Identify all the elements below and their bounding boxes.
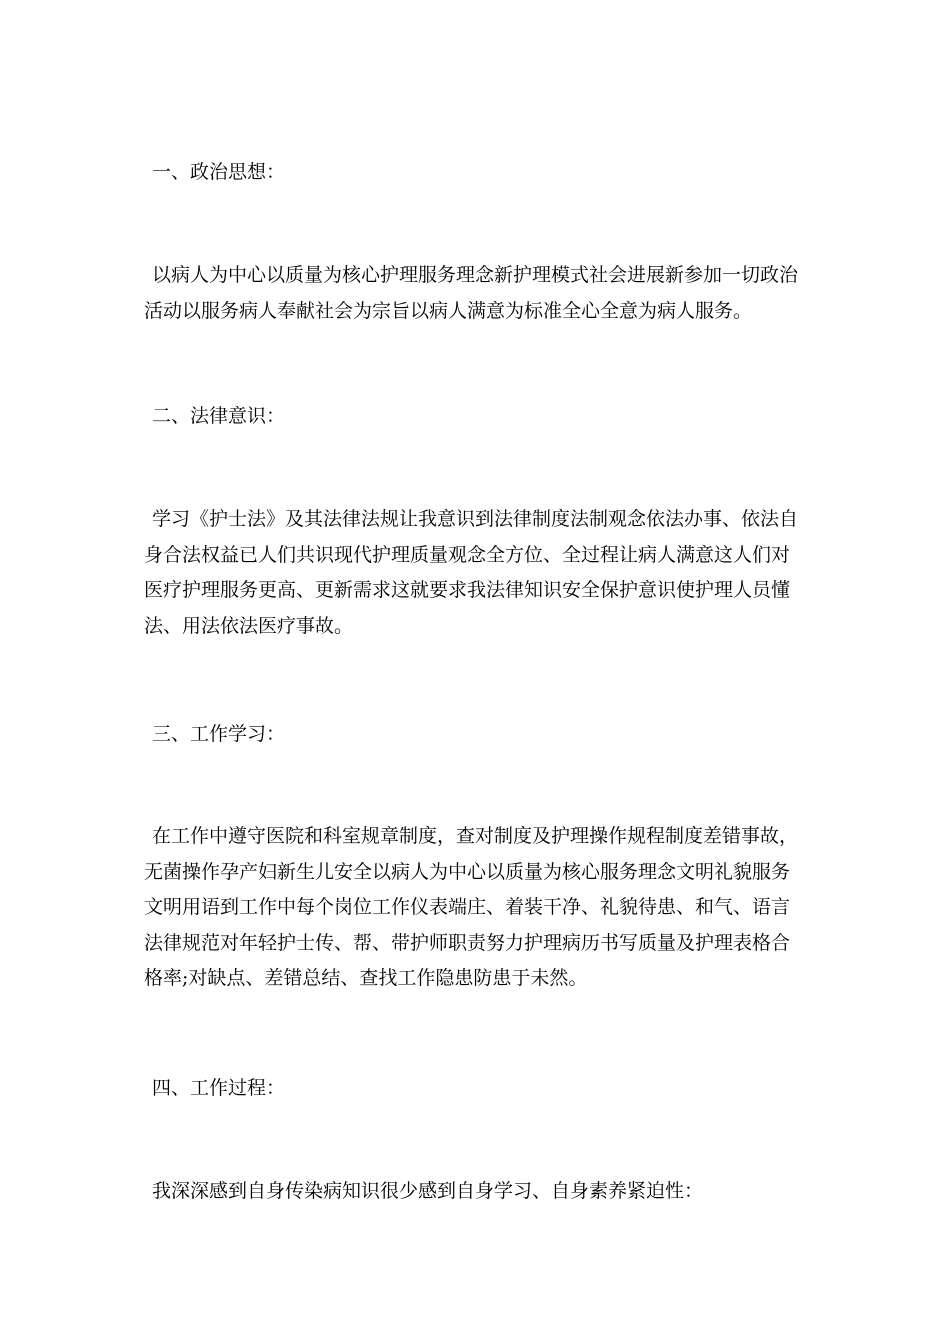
section-heading-political: 一、政治思想： [152,161,286,183]
section-heading-work-process: 四、工作过程： [152,1077,286,1099]
paragraph-line: 法、用法依法医疗事故。 [144,614,354,637]
paragraph-line: 法律规范对年轻护士传、帮、带护师职责努力护理病历书写质量及护理表格合 [144,931,791,954]
paragraph-line: 格率;对缺点、差错总结、查找工作隐患防患于未然。 [144,967,588,989]
section-paragraph-work-process [144,1174,808,1210]
paragraph-line: 文明用语到工作中每个岗位工作仪表端庄、着装干净、礼貌待患、和气、语言 [144,896,791,918]
paragraph-line: 我深深感到自身传染病知识很少感到自身学习、自身素养紧迫性： [152,1180,704,1202]
paragraph-line: 以病人为中心以质量为核心护理服务理念新护理模式社会进展新参加一切政治 [152,264,799,286]
section-paragraph-legal [144,502,808,644]
paragraph-line: 学习《护士法》及其法律法规让我意识到法律制度法制观念依法办事、依法自 [152,508,799,530]
section-heading-legal: 二、法律意识： [152,405,286,427]
section-heading-work-study: 三、工作学习： [152,723,286,745]
paragraph-line: 在工作中遵守医院和科室规章制度，查对制度及护理操作规程制度差错事故， [152,825,799,847]
paragraph-line: 活动以服务病人奉献社会为宗旨以病人满意为标准全心全意为病人服务。 [144,299,753,322]
paragraph-line: 无菌操作孕产妇新生儿安全以病人为中心以质量为核心服务理念文明礼貌服务 [144,860,791,883]
section-paragraph-work-study [144,819,808,997]
paragraph-line: 医疗护理服务更高、更新需求这就要求我法律知识安全保护意识使护理人员懂 [144,579,791,601]
paragraph-line: 身合法权益已人们共识现代护理质量观念全方位、全过程让病人满意这人们对 [144,543,791,566]
section-paragraph-political [144,258,808,329]
